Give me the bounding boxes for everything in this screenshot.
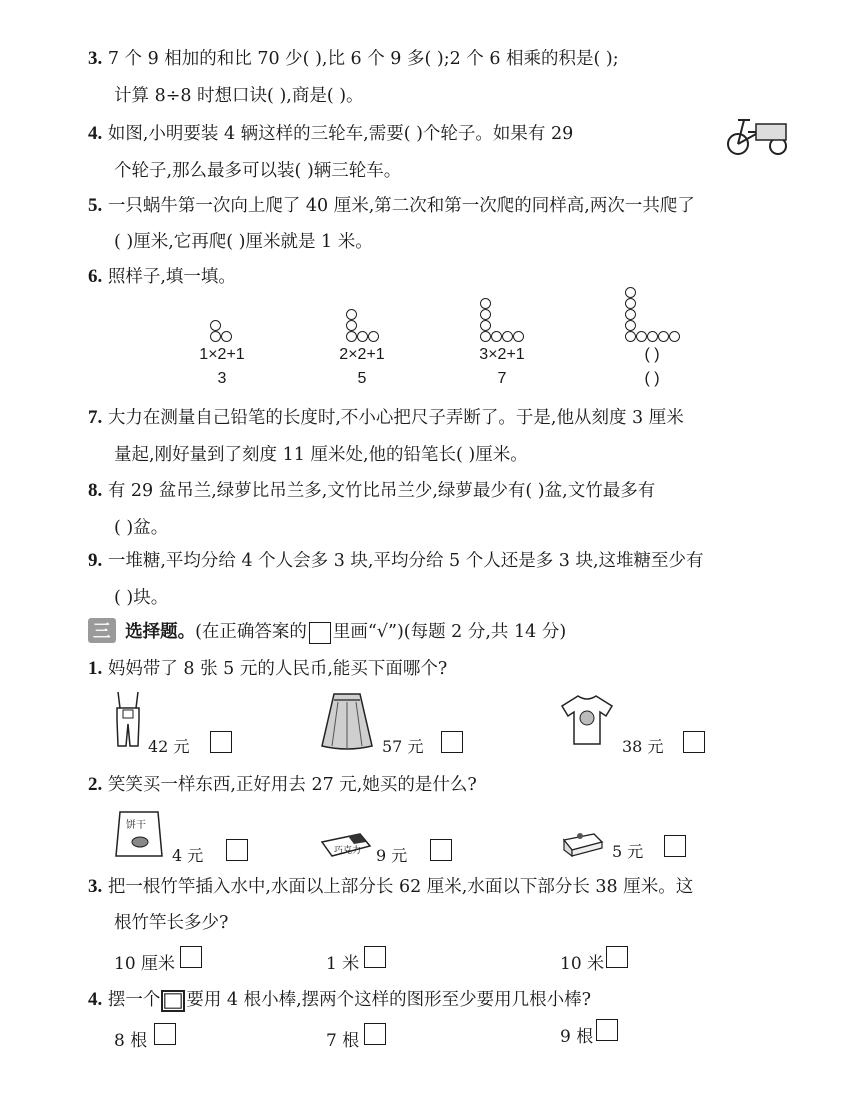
circle-dot bbox=[346, 320, 357, 331]
section-header bbox=[88, 618, 566, 644]
question-number: 2. bbox=[88, 774, 103, 795]
question-4-line2: 个轮子,那么最多可以装( )辆三轮车。 bbox=[114, 161, 402, 181]
pattern-expression: 2×2+1 bbox=[339, 346, 385, 363]
question-number: 7. bbox=[88, 407, 103, 428]
answer-box[interactable] bbox=[430, 839, 452, 861]
biscuit-bag-label: 饼干 bbox=[126, 820, 146, 831]
question-7-line2: 量起,刚好量到了刻度 11 厘米处,他的铅笔长( )厘米。 bbox=[114, 445, 528, 465]
option-label: 8 根 bbox=[114, 1031, 148, 1051]
answer-box[interactable] bbox=[226, 839, 248, 861]
circle-dot bbox=[625, 287, 636, 298]
square-shape-icon bbox=[161, 990, 185, 1012]
option-label: 1 米 bbox=[326, 954, 360, 974]
choice-question-2 bbox=[88, 771, 477, 796]
section-instruction-a: (在正确答案的 bbox=[195, 622, 307, 642]
circle-dot bbox=[210, 331, 221, 342]
pattern-result: 3 bbox=[217, 370, 227, 387]
question-3 bbox=[88, 45, 619, 70]
circle-dot bbox=[625, 320, 636, 331]
question-8 bbox=[88, 477, 655, 502]
tricycle-icon bbox=[726, 110, 792, 158]
question-5 bbox=[88, 192, 695, 217]
question-9 bbox=[88, 547, 704, 572]
circle-dot bbox=[210, 320, 221, 331]
skirt-icon bbox=[320, 690, 374, 752]
option-price: 5 元 bbox=[612, 842, 644, 861]
cake-icon bbox=[560, 826, 606, 858]
pattern-result: 7 bbox=[497, 370, 507, 387]
overalls-icon bbox=[112, 690, 144, 748]
circle-dot bbox=[625, 309, 636, 320]
question-text: 把一根竹竿插入水中,水面以上部分长 62 厘米,水面以下部分长 38 厘米。这 bbox=[107, 877, 694, 897]
circle-dot bbox=[480, 320, 491, 331]
question-4 bbox=[88, 120, 573, 145]
section-title: 选择题。 bbox=[125, 622, 196, 642]
option-price: 4 元 bbox=[172, 846, 204, 865]
option-label: 7 根 bbox=[326, 1031, 360, 1051]
question-number: 5. bbox=[88, 195, 103, 216]
answer-box[interactable] bbox=[683, 731, 705, 753]
pattern-result: 5 bbox=[357, 370, 367, 387]
question-text: 大力在测量自己铅笔的长度时,不小心把尺子弄断了。于是,他从刻度 3 厘米 bbox=[107, 408, 684, 428]
question-9-line2: ( )块。 bbox=[114, 588, 169, 608]
pattern-expression: 1×2+1 bbox=[199, 346, 245, 363]
circle-dot bbox=[625, 298, 636, 309]
question-number: 4. bbox=[88, 989, 103, 1010]
option-price: 42 元 bbox=[148, 737, 190, 756]
question-text: 7 个 9 相加的和比 70 少( ),比 6 个 9 多( );2 个 6 相乘的积是( ); bbox=[107, 49, 619, 69]
question-5-line2: ( )厘米,它再爬( )厘米就是 1 米。 bbox=[114, 232, 373, 252]
answer-box-sample bbox=[309, 622, 331, 644]
choice-question-3 bbox=[88, 873, 693, 898]
question-number: 4. bbox=[88, 123, 103, 144]
circle-dot bbox=[480, 309, 491, 320]
question-7 bbox=[88, 404, 684, 429]
answer-box[interactable] bbox=[441, 731, 463, 753]
option-price: 57 元 bbox=[382, 737, 424, 756]
answer-box[interactable] bbox=[210, 731, 232, 753]
pattern-blank-result[interactable]: ( ) bbox=[644, 370, 660, 387]
option-label: 10 米 bbox=[560, 954, 605, 974]
circle-dot bbox=[346, 331, 357, 342]
question-text: 一只蜗牛第一次向上爬了 40 厘米,第二次和第一次爬的同样高,两次一共爬了 bbox=[107, 196, 695, 216]
option-label: 9 根 bbox=[560, 1027, 594, 1047]
circle-dot bbox=[513, 331, 524, 342]
question-text: 如图,小明要装 4 辆这样的三轮车,需要( )个轮子。如果有 29 bbox=[107, 124, 574, 144]
chocolate-label: 巧克力 bbox=[334, 846, 362, 856]
question-number: 8. bbox=[88, 480, 103, 501]
circle-dot bbox=[357, 331, 368, 342]
question-8-line2: ( )盆。 bbox=[114, 518, 169, 538]
section-instruction-b: 里画“√”)(每题 2 分,共 14 分) bbox=[332, 622, 567, 642]
question-number: 9. bbox=[88, 550, 103, 571]
choice-question-3-line2: 根竹竿长多少? bbox=[114, 913, 229, 933]
circle-dot bbox=[636, 331, 647, 342]
circle-dot bbox=[658, 331, 669, 342]
question-number: 3. bbox=[88, 48, 103, 69]
answer-box[interactable] bbox=[364, 946, 386, 968]
circle-dot bbox=[346, 309, 357, 320]
question-3-line2: 计算 8÷8 时想口诀( ),商是( )。 bbox=[114, 86, 364, 106]
question-6 bbox=[88, 263, 236, 288]
circle-dot bbox=[368, 331, 379, 342]
option-label: 10 厘米 bbox=[114, 954, 176, 974]
question-number: 3. bbox=[88, 876, 103, 897]
tshirt-icon bbox=[560, 694, 614, 746]
answer-box[interactable] bbox=[364, 1023, 386, 1045]
choice-question-1 bbox=[88, 655, 447, 680]
circle-dot bbox=[669, 331, 680, 342]
circle-dot bbox=[221, 331, 232, 342]
biscuit-bag-icon bbox=[114, 806, 164, 858]
answer-box[interactable] bbox=[154, 1023, 176, 1045]
pattern-expression: 3×2+1 bbox=[479, 346, 525, 363]
answer-box[interactable] bbox=[606, 946, 628, 968]
chocolate-icon bbox=[320, 832, 372, 860]
option-price: 38 元 bbox=[622, 737, 664, 756]
circle-dot bbox=[480, 331, 491, 342]
choice-question-4 bbox=[88, 986, 591, 1012]
question-text: 妈妈带了 8 张 5 元的人民币,能买下面哪个? bbox=[107, 659, 448, 679]
question-text-a: 摆一个 bbox=[107, 990, 161, 1010]
pattern-blank-expression[interactable]: ( ) bbox=[644, 346, 660, 363]
question-text: 照样子,填一填。 bbox=[107, 267, 236, 287]
circle-dot bbox=[647, 331, 658, 342]
question-text-b: 要用 4 根小棒,摆两个这样的图形至少要用几根小棒? bbox=[186, 990, 592, 1010]
circle-dot bbox=[491, 331, 502, 342]
circle-dot bbox=[502, 331, 513, 342]
question-text: 一堆糖,平均分给 4 个人会多 3 块,平均分给 5 个人还是多 3 块,这堆糖至少有 bbox=[107, 551, 704, 571]
section-badge: 三 bbox=[88, 618, 116, 643]
option-price: 9 元 bbox=[376, 846, 408, 865]
answer-box[interactable] bbox=[596, 1019, 618, 1041]
question-text: 有 29 盆吊兰,绿萝比吊兰多,文竹比吊兰少,绿萝最少有( )盆,文竹最多有 bbox=[107, 481, 656, 501]
question-text: 笑笑买一样东西,正好用去 27 元,她买的是什么? bbox=[107, 775, 477, 795]
answer-box[interactable] bbox=[180, 946, 202, 968]
circle-dot bbox=[625, 331, 636, 342]
circle-dot bbox=[480, 298, 491, 309]
question-number: 6. bbox=[88, 266, 103, 287]
question-number: 1. bbox=[88, 658, 103, 679]
answer-box[interactable] bbox=[664, 835, 686, 857]
